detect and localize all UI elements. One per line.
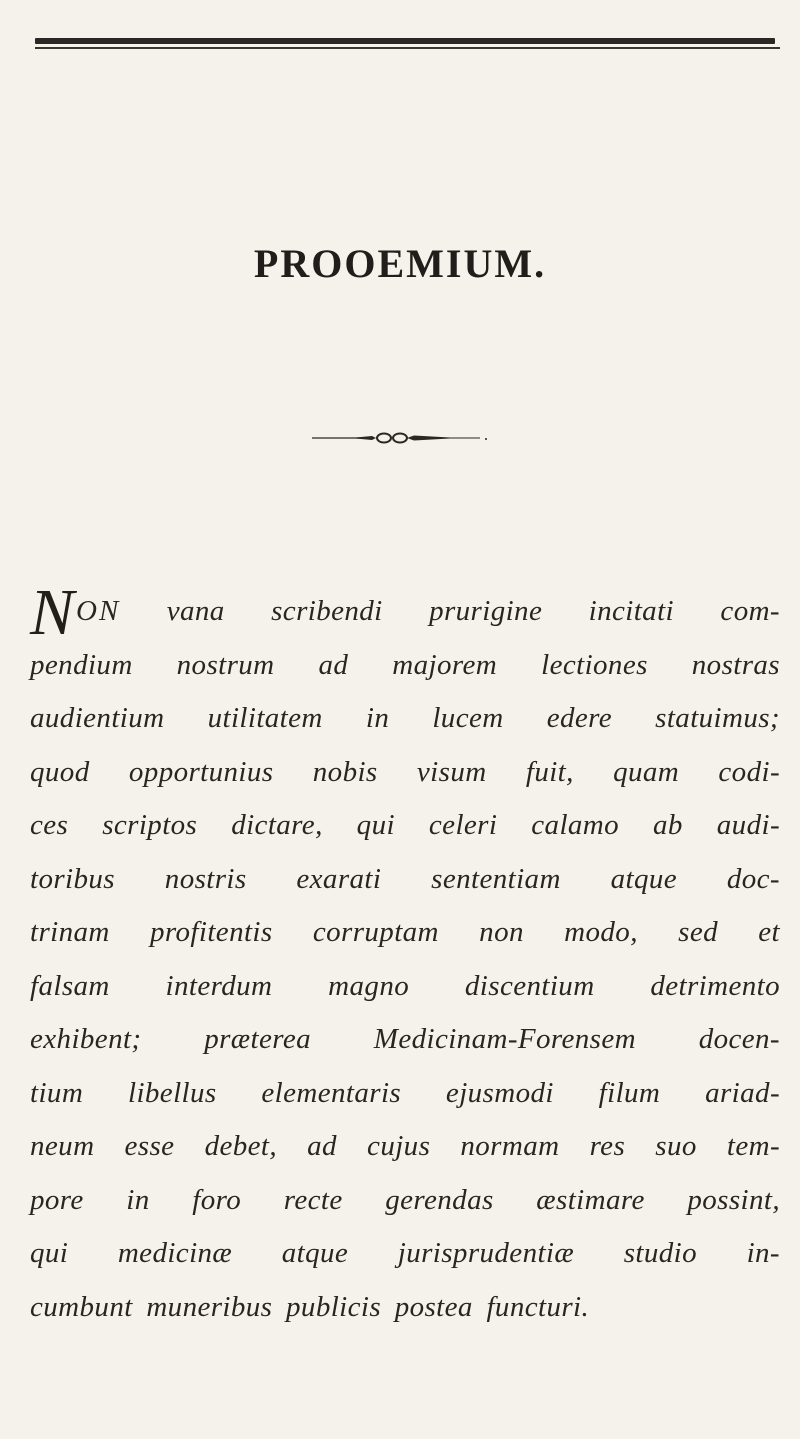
text-line-7: trinam profitentis corruptam non modo, sed et — [30, 916, 780, 948]
text-line-3: audientium utilitatem in lucem edere statuimus; — [30, 702, 780, 734]
text-line-11: neum esse debet, ad cujus normam res suo tem- — [30, 1130, 780, 1162]
text-line-2: pendium nostrum ad majorem lectiones nostras — [30, 648, 780, 681]
top-rule-thick — [35, 38, 775, 44]
body-text — [30, 585, 780, 1334]
text-line-1: ON vana scribendi prurigine incitati com- — [76, 595, 780, 627]
text-line-9: exhibent; præterea Medicinam-Forensem docen- — [30, 1023, 780, 1055]
text-line-14: cumbunt muneribus publicis postea functuri. — [30, 1290, 590, 1323]
text-line-13: qui medicinæ atque jurisprudentiæ studio in- — [30, 1237, 780, 1269]
text-line-8: falsam interdum magno discentium detrimento — [30, 969, 780, 1002]
text-line-6: toribus nostris exarati sententiam atque doc- — [30, 862, 780, 895]
text-line-12: pore in foro recte gerendas æstimare possint, — [30, 1183, 780, 1216]
text-line-4: quod opportunius nobis visum fuit, quam codi- — [30, 755, 780, 788]
top-rule-thin — [35, 47, 780, 49]
first-word-rest: ON — [76, 595, 121, 627]
text-line-5: ces scriptos dictare, qui celeri calamo ab audi- — [30, 809, 780, 841]
ornament-divider-icon — [310, 430, 490, 446]
text-line-10: tium libellus elementaris ejusmodi filum ariad- — [30, 1076, 780, 1109]
page-title: PROOEMIUM. — [253, 241, 547, 286]
drop-cap: N — [30, 576, 75, 649]
